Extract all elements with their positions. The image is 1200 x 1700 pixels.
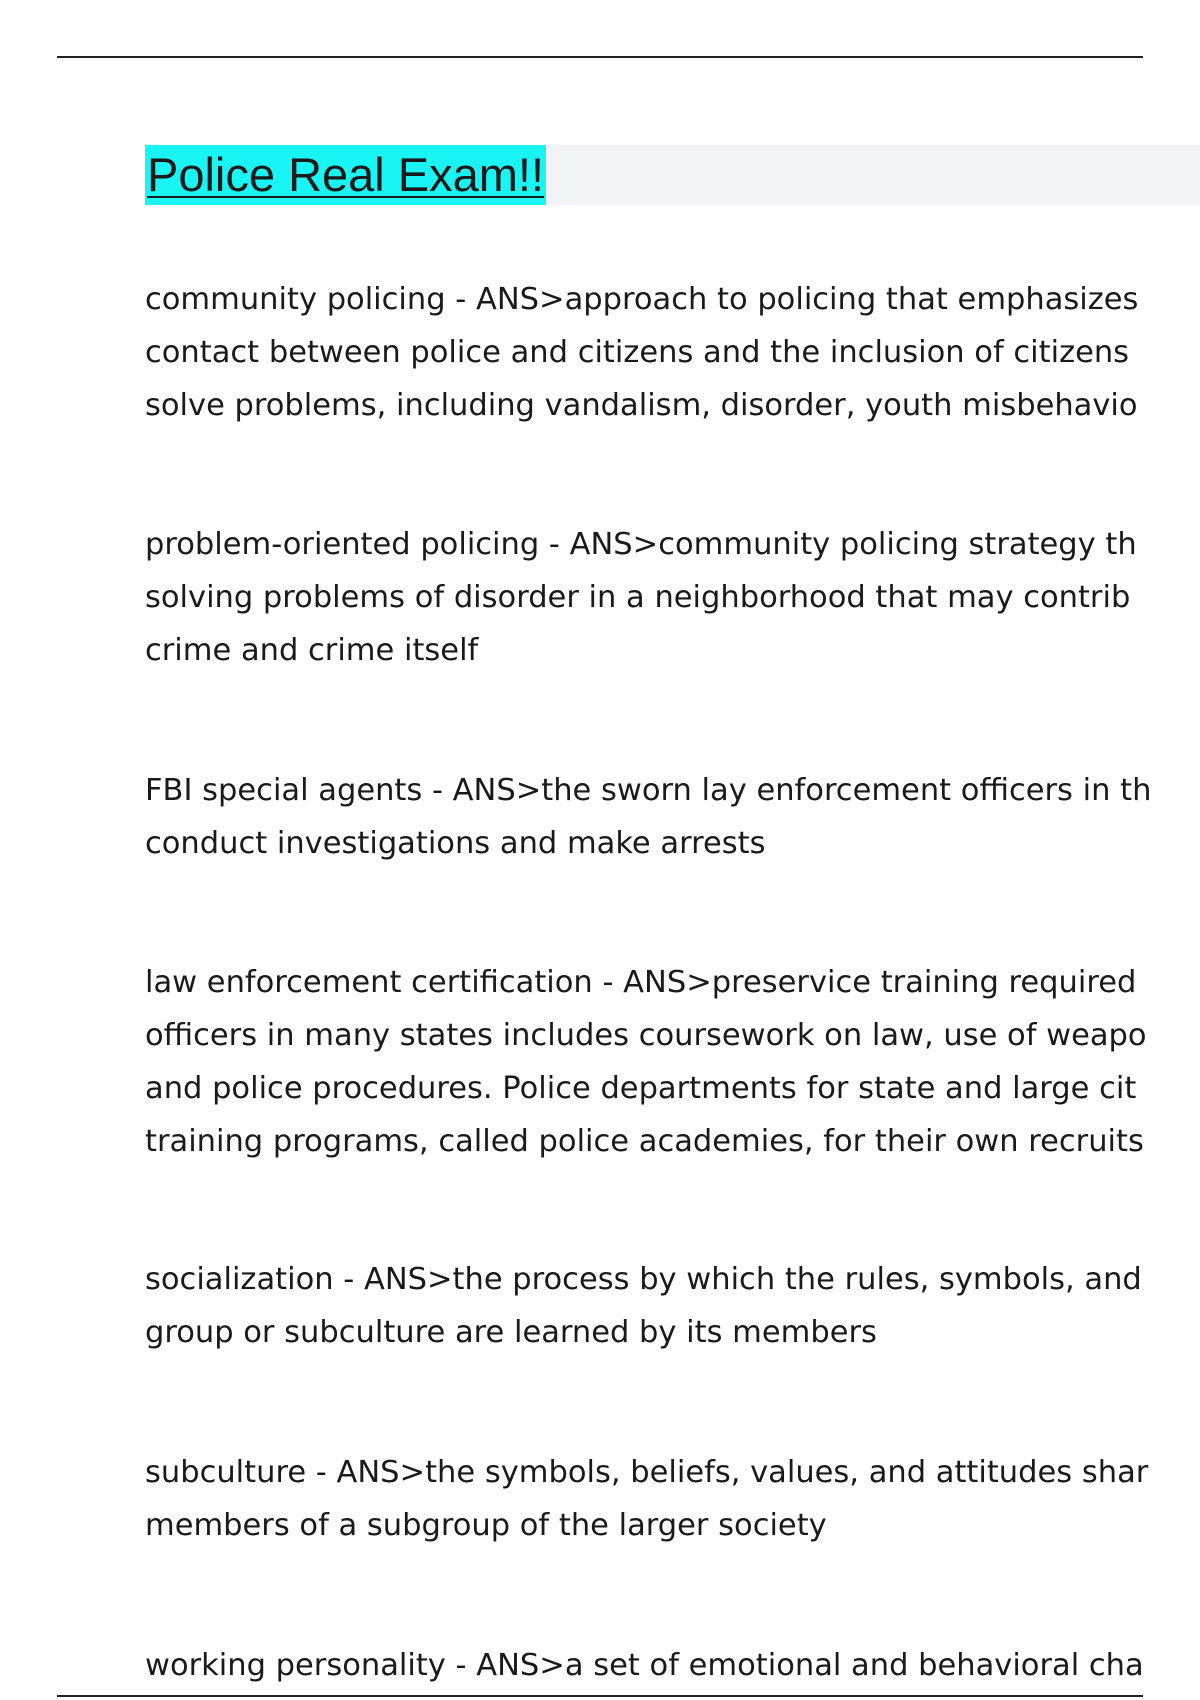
entry-fbi-special-agents [145, 764, 1200, 870]
entry-line: problem-oriented policing - ANS>community policing strategy th [145, 527, 1137, 562]
entry-line: training programs, called police academies, for their own recruits [145, 1124, 1144, 1159]
entry-line: members of a subgroup of the larger society [145, 1508, 827, 1543]
top-rule [57, 56, 1143, 58]
entry-line: conduct investigations and make arrests [145, 826, 766, 861]
entry-line: working personality - ANS>a set of emotional and behavioral cha [145, 1648, 1144, 1683]
entry-law-enforcement-certification [145, 956, 1200, 1168]
entry-line: group or subculture are learned by its members [145, 1315, 877, 1350]
document-title: Police Real Exam!! [145, 145, 546, 205]
entry-line: FBI special agents - ANS>the sworn lay enforcement officers in th [145, 773, 1152, 808]
entry-line: solve problems, including vandalism, disorder, youth misbehavio [145, 388, 1138, 423]
entry-socialization [145, 1253, 1200, 1359]
entry-line: law enforcement certification - ANS>preservice training required [145, 965, 1137, 1000]
entry-working-personality [145, 1639, 1200, 1692]
entry-line: subculture - ANS>the symbols, beliefs, values, and attitudes shar [145, 1455, 1149, 1490]
entry-line: solving problems of disorder in a neighborhood that may contrib [145, 580, 1131, 615]
entry-line: crime and crime itself [145, 633, 479, 668]
entry-line: officers in many states includes coursework on law, use of weapo [145, 1018, 1147, 1053]
entry-line: contact between police and citizens and the inclusion of citizens [145, 335, 1130, 370]
entry-line: socialization - ANS>the process by which the rules, symbols, and [145, 1262, 1142, 1297]
entry-community-policing [145, 273, 1200, 432]
entry-problem-oriented-policing [145, 518, 1200, 677]
entry-subculture [145, 1446, 1200, 1552]
entry-line: community policing - ANS>approach to policing that emphasizes [145, 282, 1139, 317]
entry-line: and police procedures. Police departments for state and large cit [145, 1071, 1137, 1106]
bottom-rule [57, 1695, 1143, 1697]
